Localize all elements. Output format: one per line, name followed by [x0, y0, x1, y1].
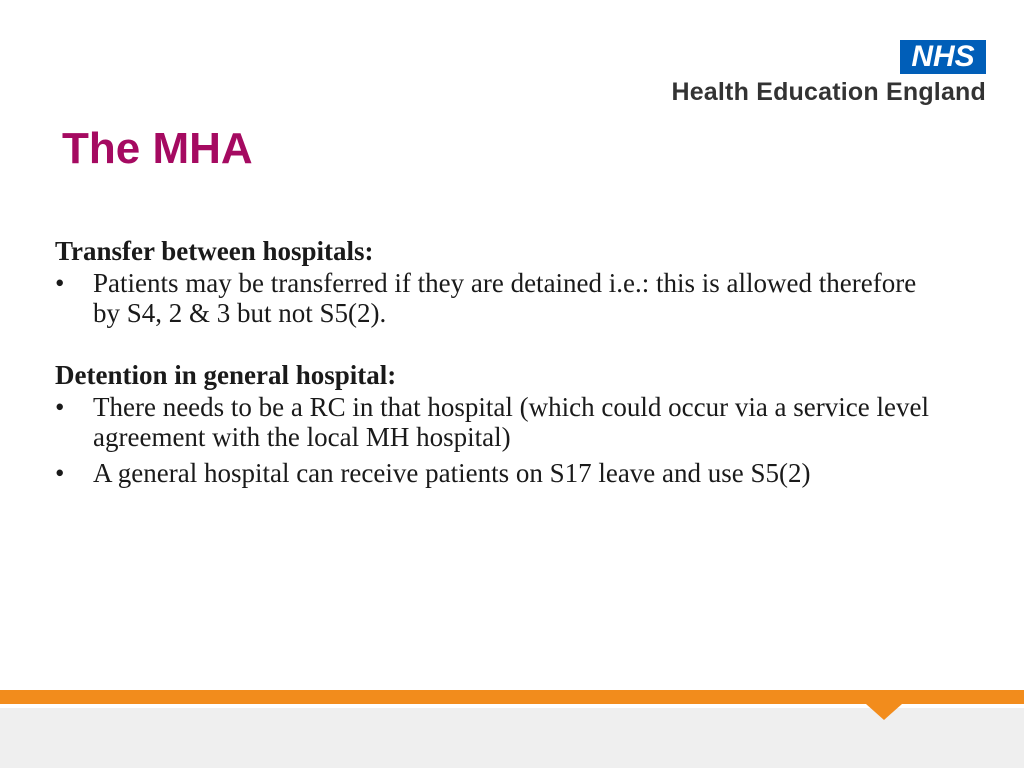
bullet-icon: • — [55, 392, 65, 422]
bullet-text: Patients may be transferred if they are detained i.e.: this is allowed therefore by S4, 2 & 3 but not S5(2). — [93, 268, 917, 328]
bullet-item — [55, 268, 935, 328]
nhs-hee-logo — [626, 38, 986, 118]
bullet-list — [55, 268, 935, 328]
nhs-badge: NHS — [900, 40, 986, 74]
bullet-list — [55, 392, 935, 488]
bullet-icon: • — [55, 458, 65, 488]
footer-notch — [866, 704, 902, 720]
section-heading: Detention in general hospital: — [55, 360, 397, 390]
bullet-text: There needs to be a RC in that hospital (which could occur via a service level agreement with the local MH hospital) — [93, 392, 929, 452]
bullet-text: A general hospital can receive patients on S17 leave and use S5(2) — [93, 458, 811, 488]
bullet-icon: • — [55, 268, 65, 298]
slide-content — [55, 236, 935, 494]
section-detention — [55, 360, 935, 488]
slide-title: The MHA — [62, 124, 253, 173]
bullet-item — [55, 458, 935, 488]
bullet-item — [55, 392, 935, 452]
section-transfer — [55, 236, 935, 328]
section-heading: Transfer between hospitals: — [55, 236, 374, 266]
organisation-name: Health Education England — [671, 78, 986, 106]
